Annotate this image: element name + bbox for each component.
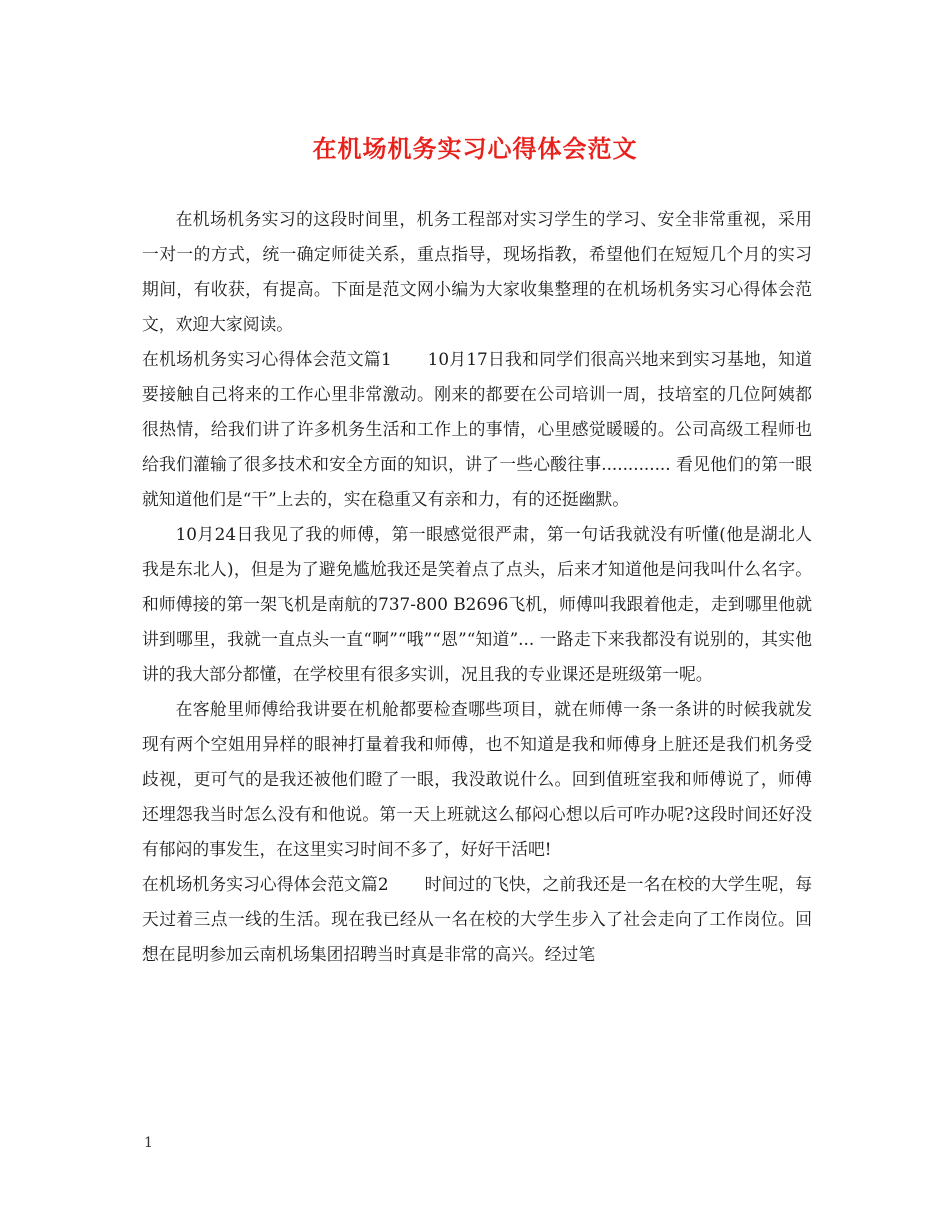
document-body [142,202,812,972]
paragraph-text: 在客舱里师傅给我讲要在机舱都要检查哪些项目，就在师傅一条一条讲的时候我就发现有两个空姐用异样的眼神打量着我和师傅，也不知道是我和师傅身上脏还是我们机务受歧视，更可气的是我还被他们瞪了一眼，我没敢说什么。回到值班室我和师傅说了，师傅还埋怨我当时怎么没有和他说。第一天上班就这么郁闷心想以后可咋办呢?这段时间还好没有郁闷的事发生，在这里实习时间不多了，好好干活吧! [142,699,812,859]
paragraph-text: 10月17日我和同学们很高兴地来到实习基地，知道要接触自己将来的工作心里非常激动。刚来的都要在公司培训一周，技培室的几位阿姨都很热情，给我们讲了许多机务生活和工作上的事情，心里感觉暖暖的。公司高级工程师也给我们灌输了很多技术和安全方面的知识，讲了一些心酸往事............. 看见他们的第一眼就知道他们是“干”上去的，实在稳重又有亲和力，有的还挺幽默。 [142,349,812,509]
section-heading: 在机场机务实习心得体会范文篇1 [142,349,392,369]
paragraph-section-2 [142,867,812,972]
paragraph-text: 10月24日我见了我的师傅，第一眼感觉很严肃，第一句话我就没有听懂(他是湖北人我是东北人)，但是为了避免尴尬我还是笑着点了点头，后来才知道他是问我叫什么名字。和师傅接的第一架飞机是南航的737-800 B2696飞机，师傅叫我跟着他走，走到哪里他就讲到哪里，我就一直点头一直“啊”“哦”“恩”“知道”... 一路走下来我都没有说别的，其实他讲的我大部分都懂，在学校里有很多实训，况且我的专业课还是班级第一呢。 [142,524,812,684]
paragraph-text: 时间过的飞快，之前我还是一名在校的大学生呢，每天过着三点一线的生活。现在我已经从一名在校的大学生步入了社会走向了工作岗位。回想在昆明参加云南机场集团招聘当时真是非常的高兴。经过笔 [142,874,812,964]
paragraph-intro [142,202,812,342]
paragraph-section-1 [142,342,812,517]
page-number: 1 [144,1135,153,1151]
document-title: 在机场机务实习心得体会范文 [312,134,638,163]
paragraph-body-3 [142,692,812,867]
section-heading: 在机场机务实习心得体会范文篇2 [142,874,389,894]
paragraph-text: 在机场机务实习的这段时间里，机务工程部对实习学生的学习、安全非常重视，采用一对一的方式，统一确定师徒关系，重点指导，现场指教，希望他们在短短几个月的实习期间，有收获，有提高。下面是范文网小编为大家收集整理的在机场机务实习心得体会范文，欢迎大家阅读。 [142,209,812,334]
paragraph-body-2 [142,517,812,692]
